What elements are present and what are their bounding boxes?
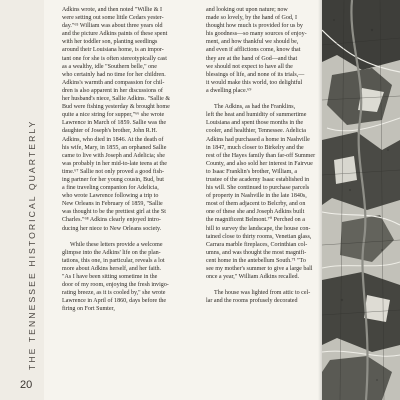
text-line: day."⁶⁵ William was about three years old [62, 23, 163, 30]
text-line: umns, and was thought the most magnifi- [206, 249, 307, 256]
page-gutter [0, 0, 44, 400]
text-line: ducing her niece to New Orleans society. [62, 225, 162, 232]
text-line: Adkins wrote, and then noted "Willie & I [62, 7, 162, 13]
text-line: Adkins's warmth and compassion for chil- [62, 79, 165, 86]
text-line: Lawrence in April of 1860, days before the [62, 298, 167, 305]
text-line: trustee of the academy Isaac established in [206, 176, 310, 183]
text-line: tained close to thirty rooms, Venetian glass, [206, 233, 312, 240]
page-number: 20 [20, 379, 33, 391]
text-line: the magnificent Belmont.⁷⁰ Perched on a [206, 217, 305, 224]
text-line: firing on Fort Sumter, [62, 306, 115, 313]
text-line: lar and the rooms profusely decorated [206, 298, 298, 305]
text-line: one of these she and Joseph Adkins built [206, 209, 305, 216]
text-line: tant one for she is often stereotypically cast [62, 55, 167, 62]
text-line: Carrara marble fireplaces, Corinthian col- [206, 241, 308, 248]
text-line: around their Louisiana home, is an impor- [62, 47, 164, 54]
text-line: glimpse into the Adkins' life on the plan- [62, 249, 161, 256]
text-line: a dwelling place.⁶⁹ [206, 87, 252, 94]
paragraph-break [206, 95, 324, 103]
text-line: see my mother's summer to give a large ball [206, 266, 313, 272]
text-line: to Isaac Franklin's brother, William, a [206, 168, 298, 175]
text-line: New Orleans in February of 1859, "Sallie [62, 201, 163, 208]
text-line: his wife, Mary, in 1855, an orphaned Sallie [62, 144, 167, 151]
text-line: were setting out some little Cedars yester- [62, 15, 164, 22]
left-text-column [62, 6, 182, 314]
text-line: a fine traveling companion for Adelicia, [62, 185, 159, 192]
text-line: his will. She continued to purchase parcels [206, 185, 310, 192]
text-line: and looking out upon nature; now [206, 7, 288, 13]
text-line: who certainly had no time for her children. [62, 71, 166, 78]
text-line: they are at the hand of God—and that [206, 55, 298, 62]
right-text-column [206, 6, 324, 305]
text-line: rating breeze, as it is cooled by," she wrote [62, 290, 166, 297]
text-line: The house was lighted from attic to cel- [214, 290, 311, 297]
text-line: Louisiana and spent those months in the [206, 120, 304, 127]
text-line: The Adkins, as had the Franklins, [214, 104, 296, 111]
text-line: Lawrence in March of 1859. Sallie was the [62, 120, 167, 127]
text-line: was probably in her mid-to-late teens at the [62, 160, 167, 167]
text-line: County, and also sold her interest in Fairvue [206, 160, 313, 167]
text-line: Adkins, who died in 1846. At the death of [62, 136, 164, 143]
text-line: hill to survey the landscape, the house con- [206, 225, 311, 232]
text-line: thought how much is provided for us by [206, 23, 303, 30]
text-line: and even if afflictions come, know that [206, 47, 301, 54]
text-line: more about Adkins herself, and her faith. [62, 266, 162, 272]
text-line: as a wealthy, idle "Southern belle," one [62, 63, 157, 70]
text-line: with her toddler son, planting seedlings [62, 39, 158, 46]
text-line: cent home in the antebellum South.⁷¹ "To [206, 257, 306, 264]
text-line: quite a nice string for supper,"⁶⁶ she wrote [62, 112, 165, 119]
text-line: left the heat and humidity of summertime [206, 112, 307, 119]
text-line: tations, this one, in particular, reveals a lot [62, 257, 165, 264]
text-line: in 1847, much closer to Birkelry and the [206, 144, 304, 151]
text-line: came to live with Joseph and Adelicia; she [62, 152, 165, 159]
paragraph-break [62, 233, 182, 241]
text-line: blessings of life, and none of its trials,— [206, 71, 305, 78]
text-line: rest of the Hayes family than far-off Summer [206, 152, 316, 159]
text-line: was thought to be the prettiest girl at the St [62, 209, 166, 216]
text-line: and the picture Adkins paints of these spent [62, 31, 168, 38]
text-line: Adkins had purchased a home in Nashville [206, 136, 310, 143]
text-line: we should not expect to have all the [206, 63, 293, 70]
text-line: "As I have been sitting sometime in the [62, 274, 158, 281]
text-line: cooler, and healthier, Tennessee. Adelicia [206, 128, 306, 135]
text-line: ment, and how thankful we should be, [206, 39, 299, 46]
text-line: who wrote Lawrence following a trip to [62, 193, 159, 200]
paragraph-break [206, 281, 324, 289]
text-line: her husband's niece, Sallie Adkins. "Sallie & [62, 96, 171, 103]
running-head: THE TENNESSEE HISTORICAL QUARTERLY [27, 119, 37, 370]
map-illustration [322, 0, 400, 400]
text-line: it would make this world, too delightful [206, 79, 303, 86]
text-line: daughter of Joseph's brother, John R.H. [62, 128, 158, 135]
text-line: Bud were fishing yesterday & brought home [62, 104, 170, 111]
text-line: dren is also apparent in her discussions of [62, 87, 163, 94]
text-line: ing partner for her young cousin, Bud, but [62, 176, 164, 183]
text-line: made so lovely, by the hand of God, I [206, 15, 297, 22]
historical-map-image [322, 0, 400, 400]
text-line: of property in Nashville in the late 1840s, [206, 193, 307, 200]
text-line: Charles."⁶⁸ Adkins clearly enjoyed intro- [62, 217, 161, 224]
text-line: time.⁶⁷ Sallie not only proved a good fish- [62, 168, 164, 175]
text-line: While these letters provide a welcome [70, 241, 163, 248]
text-line: door of my room, enjoying the fresh invigo- [62, 282, 169, 289]
text-line: his goodness—so many sources of enjoy- [206, 31, 307, 38]
text-line: once a year," William Adkins recalled. [206, 274, 300, 281]
text-line: most of them adjacent to Belcrby, and on [206, 201, 306, 208]
